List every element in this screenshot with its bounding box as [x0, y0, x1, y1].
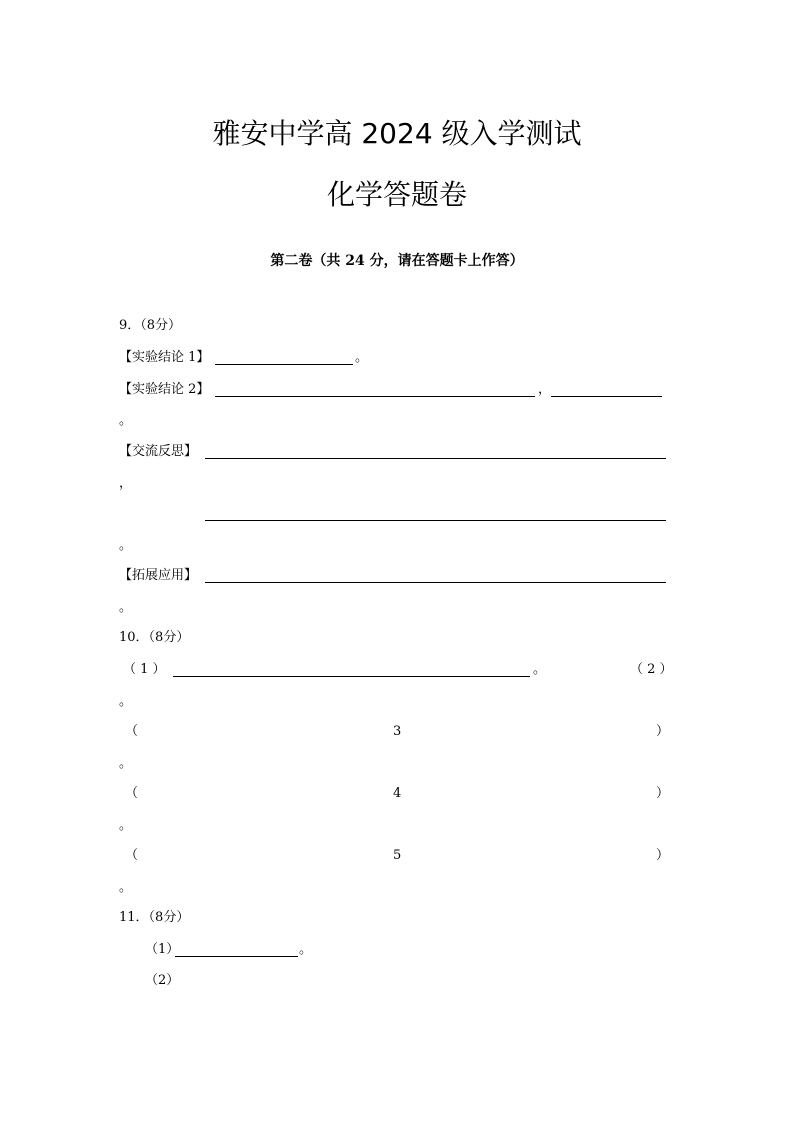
- q9-number: 9．（8分）: [119, 318, 182, 333]
- q10-p1-end: 。: [533, 662, 547, 677]
- q10-p2-end: 。: [119, 694, 133, 709]
- q10-p5-open: （: [125, 848, 139, 863]
- q11-p1-label: （1）: [145, 942, 180, 957]
- q10-p4-end: 。: [119, 818, 133, 833]
- q10-p1-label: （ 1 ）: [123, 662, 166, 677]
- q10-p3-open: （: [125, 724, 139, 739]
- q9-apply-end: 。: [119, 600, 133, 615]
- q10-p4-number: 4: [393, 786, 402, 801]
- q9-conclusion2-label: 【实验结论 2】: [119, 382, 210, 397]
- section-heading: 第二卷（共 24 分，请在答题卡上作答）: [270, 253, 524, 269]
- q10-p3-end: 。: [119, 756, 133, 771]
- q9-conclusion2-end: 。: [119, 413, 133, 428]
- q11-p2-label: （2）: [145, 973, 180, 988]
- exam-title: 雅安中学高 2024 级入学测试: [212, 117, 582, 150]
- q10-p3-close: ）: [656, 724, 670, 739]
- q9-reflect-blank-a[interactable]: [205, 458, 666, 459]
- sheet-subtitle: 化学答题卷: [326, 178, 467, 211]
- q10-p1-blank[interactable]: [173, 676, 530, 677]
- q10-p2-label: （ 2 ）: [630, 662, 673, 677]
- q10-p4-close: ）: [656, 786, 670, 801]
- q10-p5-close: ）: [656, 848, 670, 863]
- q9-apply-blank[interactable]: [205, 582, 666, 583]
- q9-reflect-end: 。: [119, 538, 133, 553]
- q9-reflect-label: 【交流反思】: [119, 444, 198, 459]
- q9-conclusion2-blank-a[interactable]: [215, 396, 535, 397]
- q9-reflect-blank-b[interactable]: [205, 520, 666, 521]
- q9-conclusion2-blank-b[interactable]: [551, 396, 662, 397]
- q11-number: 11．（8分）: [119, 910, 190, 925]
- q10-p3-number: 3: [393, 724, 402, 739]
- q10-number: 10．（8分）: [119, 630, 190, 645]
- q11-p1-end: 。: [299, 942, 313, 957]
- q10-p5-number: 5: [393, 848, 402, 863]
- q11-p1-blank[interactable]: [175, 956, 298, 957]
- q10-p5-end: 。: [119, 880, 133, 895]
- q9-reflect-comma: ，: [119, 476, 133, 491]
- q9-conclusion1-blank[interactable]: [215, 364, 353, 365]
- q10-p4-open: （: [125, 786, 139, 801]
- q9-conclusion1-end: 。: [355, 350, 369, 365]
- q9-conclusion2-comma: ，: [538, 382, 552, 397]
- q9-apply-label: 【拓展应用】: [119, 568, 198, 583]
- q9-conclusion1-label: 【实验结论 1】: [119, 350, 210, 365]
